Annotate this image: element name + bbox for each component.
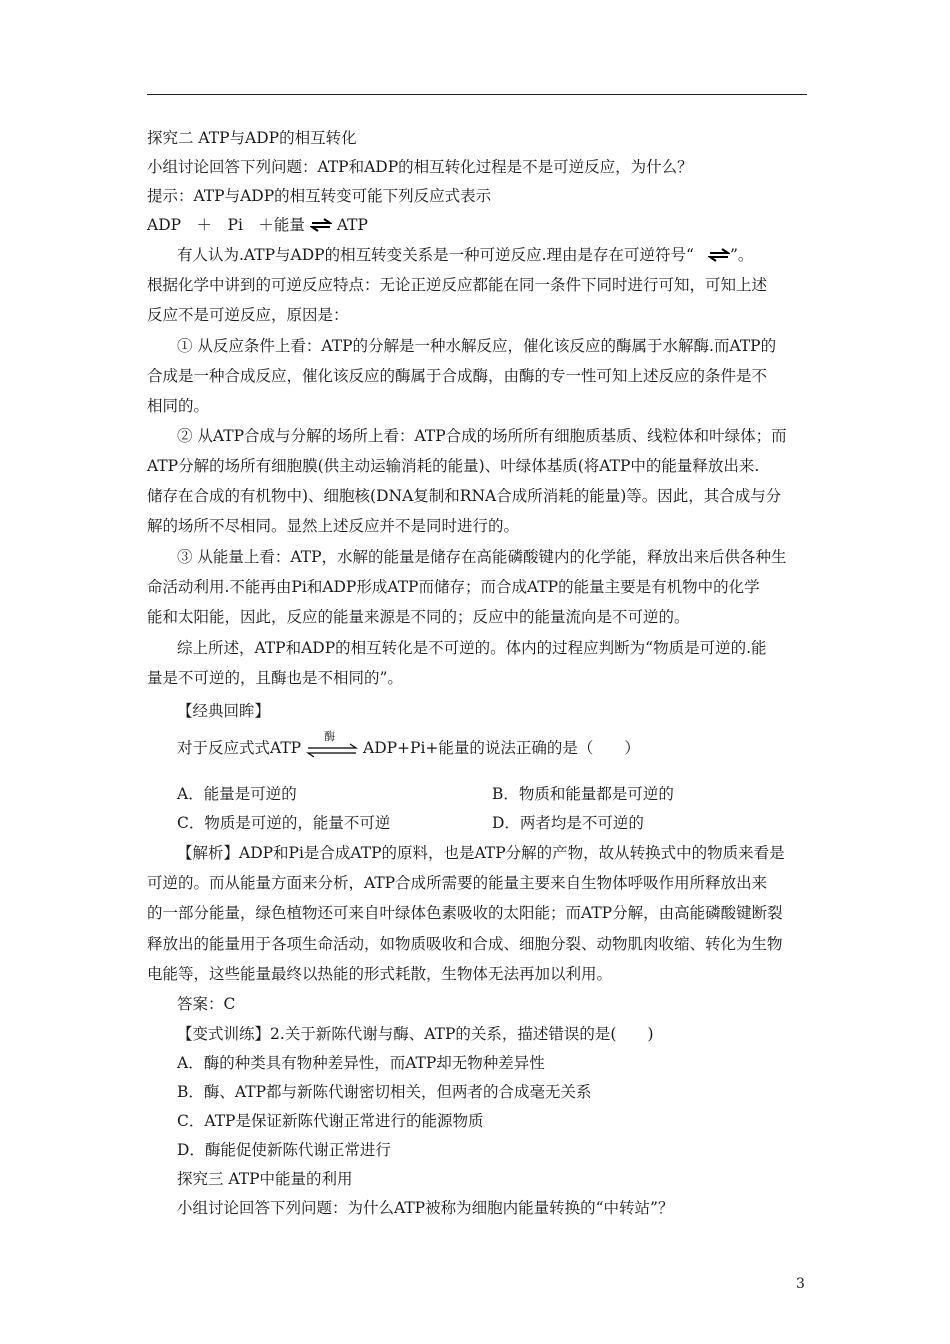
paragraph-line: 根据化学中讲到的可逆反应特点：无论正逆反应都能在同一条件下同时进行可知，可知上述: [147, 276, 768, 294]
variant-option-a: A．酶的种类具有物种差异性，而ATP却无物种差异性: [177, 1054, 545, 1072]
equation-left: ADP ＋ Pi ＋能量: [147, 216, 305, 234]
reason-1-line: 相同的。: [147, 397, 210, 415]
reason-3-line: ③ 从能量上看：ATP，水解的能量是储存在高能磷酸键内的化学能，释放出来后供各种生: [177, 548, 787, 566]
discussion-question-2: 小组讨论回答下列问题：为什么ATP被称为细胞内能量转换的“中转站”？: [177, 1199, 674, 1217]
variant-training-question: 【变式训练】2.关于新陈代谢与酶、ATP的关系，描述错误的是( ): [177, 1025, 654, 1043]
reason-1-line: ① 从反应条件上看：ATP的分解是一种水解反应，催化该反应的酶属于水解酶.而ATP的: [177, 337, 777, 355]
reason-2-line: 储存在合成的有机物中)、细胞核(DNA复制和RNA合成所消耗的能量)等。因此，其合成与分: [147, 487, 782, 505]
classic-review-heading: 【经典回眸】: [177, 702, 271, 720]
question-stem: [177, 730, 857, 761]
variant-option-b: B．酶、ATP都与新陈代谢密切相关，但两者的合成毫无关系: [177, 1083, 592, 1101]
enzyme-label: 酶: [324, 730, 336, 743]
analysis-line: 的一部分能量，绿色植物还可来自叶绿体色素吸收的太阳能；而ATP分解，由高能磷酸键断裂: [147, 904, 783, 922]
reason-2-line: ② 从ATP合成与分解的场所上看：ATP合成的场所所有细胞质基质、线粒体和叶绿体；而: [177, 427, 787, 445]
question-stem-end: ADP+Pi+能量的说法正确的是（ ）: [363, 739, 640, 757]
paragraph-line: 反应不是可逆反应，原因是：: [147, 306, 349, 324]
reversible-claim-text: 有人认为.ATP与ADP的相互转变关系是一种可逆反应.理由是存在可逆符号“: [177, 246, 694, 264]
enzyme-reversible-arrow: [306, 730, 358, 761]
reason-2-line: ATP分解的场所有细胞膜(供主动运输消耗的能量)、叶绿体基质(将ATP中的能量释放出来.: [147, 457, 760, 475]
reason-3-line: 命活动利用.不能再由Pi和ADP形成ATP而储存；而合成ATP的能量主要是有机物中的化学: [147, 578, 760, 596]
answer-line: 答案：C: [177, 995, 236, 1013]
reason-2-line: 解的场所不尽相同。显然上述反应并不是同时进行的。: [147, 517, 520, 535]
equation-right: ATP: [336, 216, 368, 234]
variant-option-c: C．ATP是保证新陈代谢正常进行的能源物质: [177, 1112, 484, 1130]
section-heading-2: 探究二 ATP与ADP的相互转化: [147, 129, 357, 147]
header-rule: [147, 94, 807, 95]
summary-line: 量是不可逆的，且酶也是不相同的”。: [147, 669, 403, 687]
analysis-line: 【解析】ADP和Pi是合成ATP的原料，也是ATP分解的产物，故从转换式中的物质来看是: [177, 844, 785, 862]
analysis-line: 释放出的能量用于各项生命活动，如物质吸收和合成、细胞分裂、动物肌肉收缩、转化为生物: [147, 935, 783, 953]
question-stem-start: 对于反应式式ATP: [177, 739, 302, 757]
option-row: [177, 813, 857, 833]
option-row: [177, 784, 857, 804]
summary-line: 综上所述，ATP和ADP的相互转化是不可逆的。体内的过程应判断为“物质是可逆的.能: [177, 639, 767, 657]
variant-option-d: D．酶能促使新陈代谢正常进行: [177, 1141, 391, 1159]
option-d: D．两者均是不可逆的: [492, 814, 644, 832]
reversible-arrow-icon: [310, 218, 332, 232]
paragraph-line: [177, 245, 857, 265]
option-c: C．物质是可逆的，能量不可逆: [177, 814, 391, 832]
hint-text: 提示：ATP与ADP的相互转变可能下列反应式表示: [147, 187, 492, 205]
page-number: 3: [796, 1276, 805, 1292]
reaction-equation: [147, 215, 827, 235]
section-heading-3: 探究三 ATP中能量的利用: [177, 1170, 353, 1188]
reason-1-line: 合成是一种合成反应，催化该反应的酶属于合成酶，由酶的专一性可知上述反应的条件是不: [147, 367, 768, 385]
option-b: B．物质和能量都是可逆的: [492, 785, 674, 803]
quote-close: ”。: [729, 246, 754, 264]
discussion-question-1: 小组讨论回答下列问题：ATP和ADP的相互转化过程是不是可逆反应，为什么？: [147, 158, 693, 176]
option-a: A．能量是可逆的: [177, 785, 297, 803]
analysis-line: 可逆的。而从能量方面来分析，ATP合成所需要的能量主要来自生物体呼吸作用所释放出来: [147, 874, 768, 892]
analysis-line: 电能等，这些能量最终以热能的形式耗散，生物体无法再加以利用。: [147, 965, 613, 983]
reversible-arrow-icon: [708, 248, 730, 262]
reason-3-line: 能和太阳能，因此，反应的能量来源是不同的；反应中的能量流向是不可逆的。: [147, 608, 690, 626]
